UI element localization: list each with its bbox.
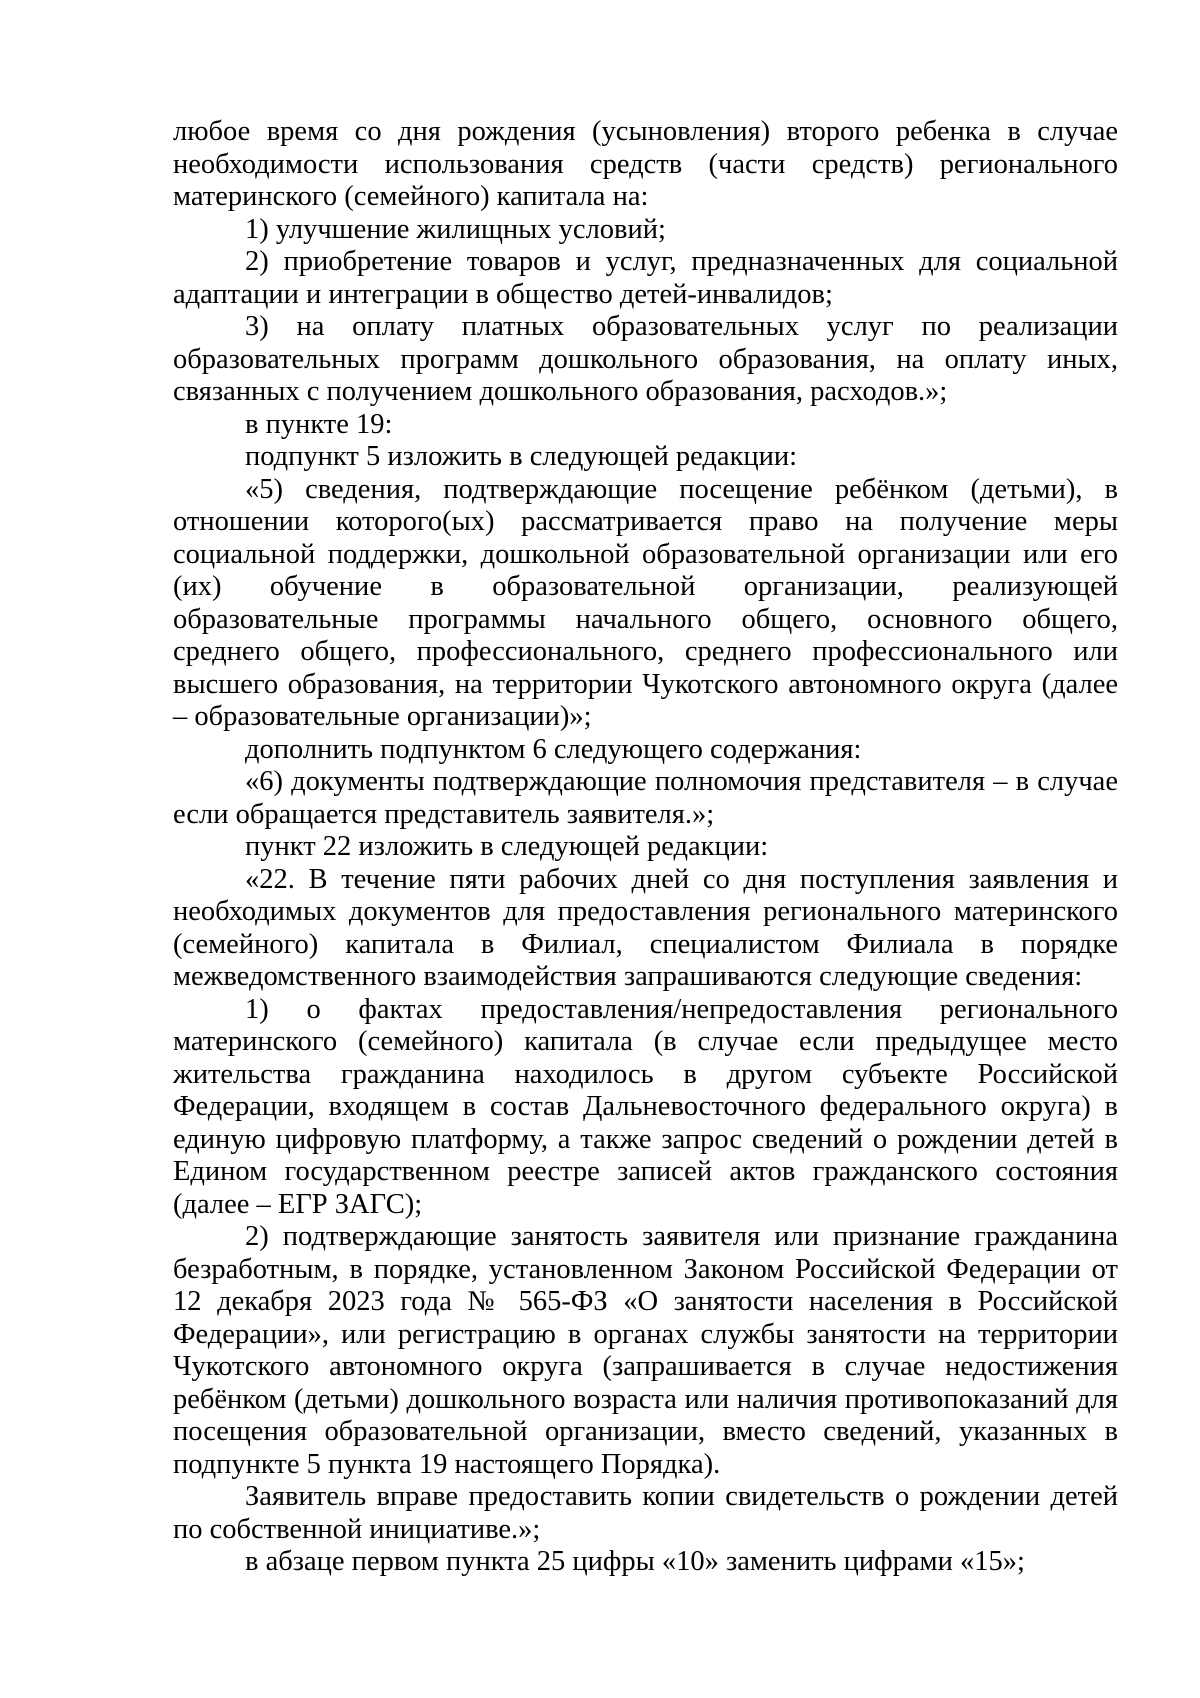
document-page — [173, 116, 1118, 1579]
paragraph-15: в абзаце первом пункта 25 цифры «10» заменить цифрами «15»; — [245, 1546, 1025, 1577]
paragraph-8: дополнить подпунктом 6 следующего содержания: — [245, 733, 862, 765]
paragraph-10: пункт 22 изложить в следующей редакции: — [245, 831, 769, 862]
paragraph-1: любое время со дня рождения (усыновления) второго ребенка в случае необходимости использования средств (части средств) регионального материнского (семейного) капитала на: — [173, 116, 1118, 212]
paragraph-7: «5) сведения, подтверждающие посещение ребёнком (детьми), в отношении которого(ых) рассматривается право на получение меры социальной поддержки, дошкольной образовательной организации или его (их) обучение в образовательной организации, реализующей образовательные программы начального общего, основного общего, среднего общего, профессионального, среднего профессионального или высшего образования, на территории Чукотского автономного округа (далее – образовательные организации)»; — [173, 473, 1118, 732]
paragraph-3: 2) приобретение товаров и услуг, предназначенных для социальной адаптации и интеграции в общество детей-инвалидов; — [173, 246, 1118, 310]
paragraph-4: 3) на оплату платных образовательных услуг по реализации образовательных программ дошкольного образования, на оплату иных, связанных с получением дошкольного образования, расходов.»; — [173, 311, 1118, 407]
paragraph-14: Заявитель вправе предоставить копии свидетельств о рождении детей по собственной инициативе.»; — [173, 1481, 1118, 1545]
paragraph-12: 1) о фактах предоставления/непредоставления регионального материнского (семейного) капитала (в случае если предыдущее место жительства гражданина находилось в другом субъекте Российской Федерации, входящем в состав Дальневосточного федерального округа) в единую цифровую платформу, а также запрос сведений о рождении детей в Едином государственном реестре записей актов гражданского состояния (далее – ЕГР ЗАГС); — [173, 993, 1118, 1220]
paragraph-11: «22. В течение пяти рабочих дней со дня поступления заявления и необходимых документов для предоставления регионального материнского (семейного) капитала в Филиал, специалистом Филиала в порядке межведомственного взаимодействия запрашиваются следующие сведения: — [173, 863, 1118, 992]
paragraph-6: подпункт 5 изложить в следующей редакции: — [245, 441, 798, 472]
paragraph-5: в пункте 19: — [245, 408, 393, 440]
paragraph-9: «6) документы подтверждающие полномочия представителя – в случае если обращается представитель заявителя.»; — [173, 766, 1118, 830]
paragraph-2: 1) улучшение жилищных условий; — [245, 213, 666, 245]
paragraph-13: 2) подтверждающие занятость заявителя или признание гражданина безработным, в порядке, установленном Законом Российской Федерации от 12 декабря 2023 года № 565-ФЗ «О занятости населения в Российской Федерации», или регистрацию в органах службы занятости на территории Чукотского автономного округа (запрашивается в случае недостижения ребёнком (детьми) дошкольного возраста или наличия противопоказаний для посещения образовательной организации, вместо сведений, указанных в подпункте 5 пункта 19 настоящего Порядка). — [173, 1221, 1118, 1480]
